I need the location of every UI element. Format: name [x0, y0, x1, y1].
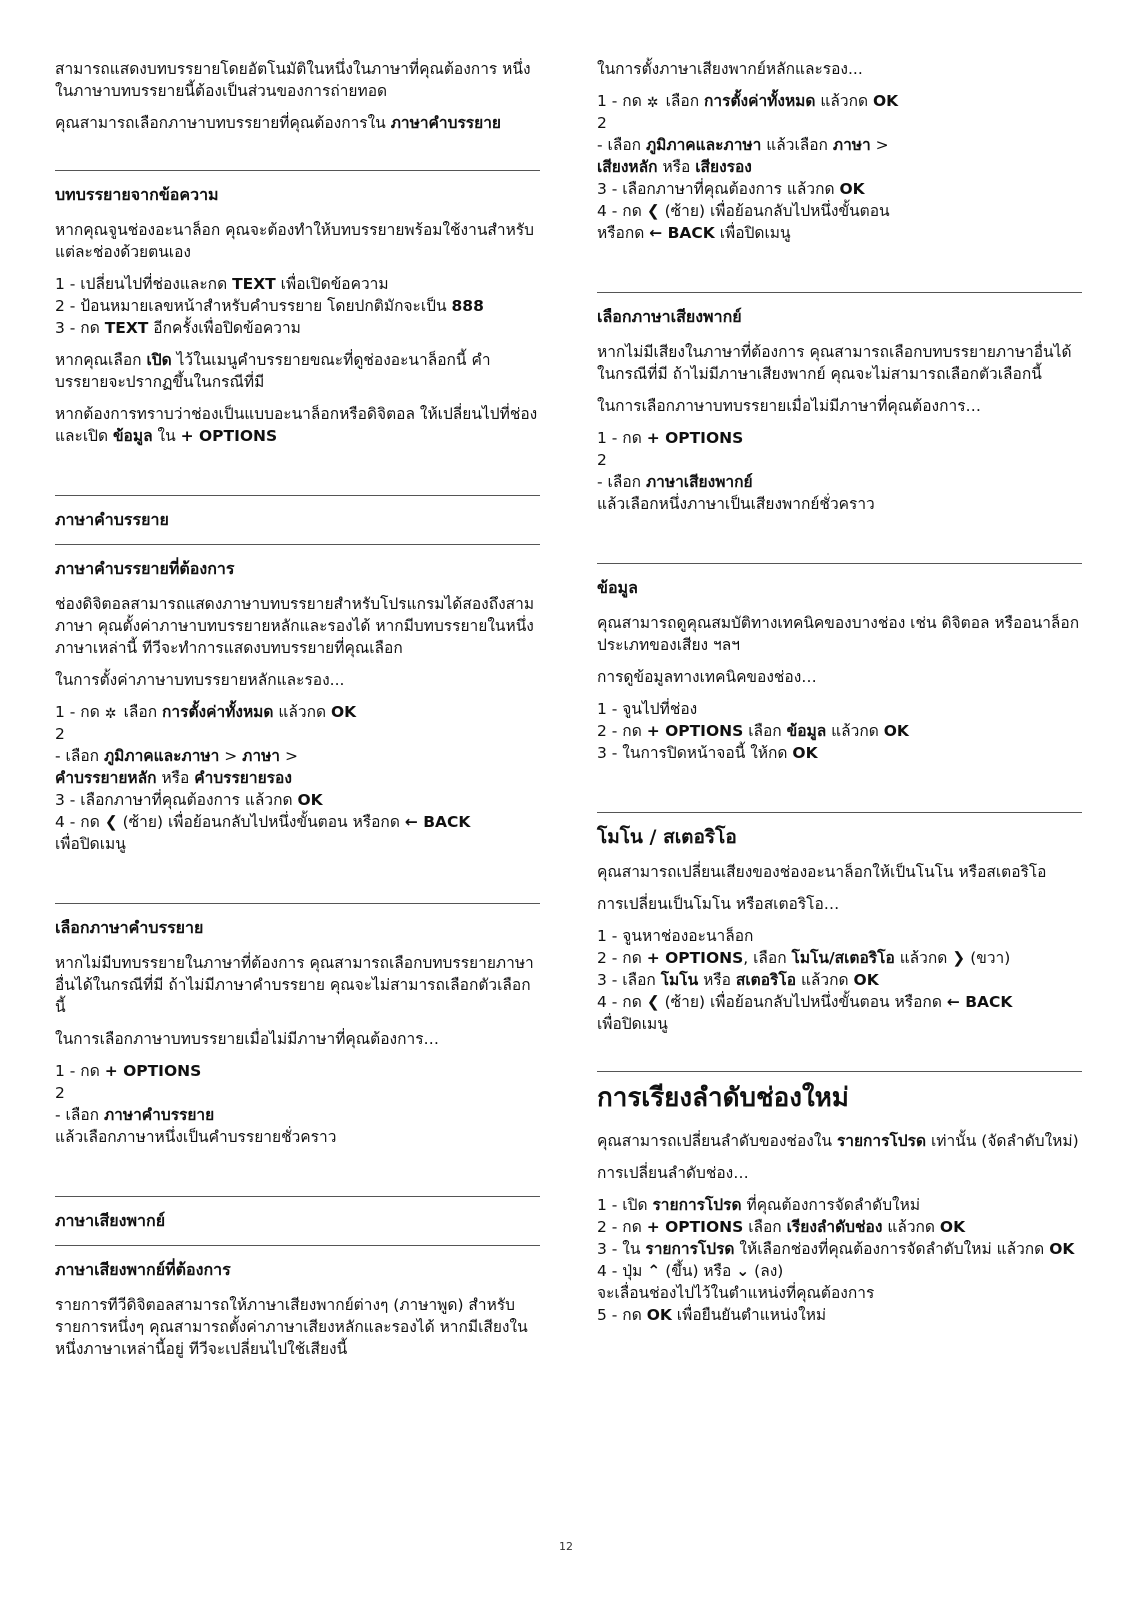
steps-list	[597, 925, 1082, 1035]
paragraph: ช่องดิจิตอลสามารถแสดงภาษาบทบรรยายสำหรับโปรแกรมได้สองถึงสามภาษา คุณตั้งค่าภาษาบทบรรยายหลักและรองได้ หากมีบทบรรยายในหนึ่งภาษาเหล่านี้ ทีวีจะทำการแสดงบทบรรยายที่คุณเลือก	[55, 595, 535, 657]
right-column	[597, 58, 1082, 1336]
paragraph: คุณสามารถเปลี่ยนลำดับของช่องใน รายการโปรด เท่านั้น (จัดลำดับใหม่)	[597, 1132, 1079, 1150]
section-title-subtitle-language: ภาษาคำบรรยาย	[55, 510, 169, 529]
section-divider	[55, 170, 540, 171]
paragraph: ในการตั้งภาษาเสียงพากย์หลักและรอง...	[597, 60, 863, 78]
step-1: 1 - กด + OPTIONS	[55, 1062, 202, 1080]
steps-list	[55, 701, 540, 855]
step-1: 1 - กด + OPTIONS	[597, 429, 744, 447]
step-4-cont: เพื่อปิดเมนู	[55, 835, 126, 853]
gear-icon: ✲	[104, 706, 117, 722]
step-2-num: 2	[597, 114, 607, 132]
step-2: - เลือก ภูมิภาคและภาษา แล้วเลือก ภาษา >	[597, 136, 889, 154]
step-1: 1 - กด ✲ เลือก การตั้งค่าทั้งหมด แล้วกด OK	[55, 703, 357, 722]
page-number: 12	[559, 1540, 573, 1553]
step-3: 3 - เลือกภาษาที่คุณต้องการ แล้วกด OK	[55, 791, 323, 809]
step-2-num: 2	[55, 1084, 65, 1102]
steps-list	[597, 1194, 1082, 1326]
chevron-left-icon: ❮	[646, 993, 660, 1011]
step-2-cont: แล้วเลือกหนึ่งภาษาเป็นเสียงพากย์ชั่วคราว	[597, 495, 875, 513]
paragraph: หากไม่มีบทบรรยายในภาษาที่ต้องการ คุณสามารถเลือกบทบรรยายภาษาอื่นได้ในกรณีที่มี ถ้าไม่มีภาษาคำบรรยาย คุณจะไม่สามารถเลือกตัวเลือกนี้	[55, 954, 534, 1016]
step-3: 3 - ในการปิดหน้าจอนี้ ให้กด OK	[597, 744, 818, 762]
section-divider	[597, 1071, 1082, 1072]
section-divider	[55, 1245, 540, 1246]
chevron-left-icon: ❮	[646, 202, 660, 220]
section-divider	[55, 544, 540, 545]
subsection-title-preferred-audio: ภาษาเสียงพากย์ที่ต้องการ	[55, 1260, 231, 1279]
steps-list	[55, 1060, 540, 1148]
subsection-title-preferred-subtitle: ภาษาคำบรรยายที่ต้องการ	[55, 559, 235, 578]
step-1: 1 - จูนไปที่ช่อง	[597, 700, 698, 718]
chevron-up-icon: ⌃	[647, 1262, 661, 1280]
section-divider	[55, 495, 540, 496]
paragraph: การเปลี่ยนลำดับช่อง…	[597, 1164, 749, 1182]
chevron-left-icon: ❮	[104, 813, 118, 831]
paragraph: หากคุณจูนช่องอะนาล็อก คุณจะต้องทำให้บทบรรยายพร้อมใช้งานสำหรับแต่ละช่องด้วยตนเอง	[55, 221, 534, 261]
section-title-mono-stereo: โมโน / สเตอริโอ	[597, 826, 737, 848]
paragraph: ในการเลือกภาษาบทบรรยายเมื่อไม่มีภาษาที่คุณต้องการ…	[55, 1030, 440, 1048]
section-divider	[597, 563, 1082, 564]
steps-list	[597, 698, 1082, 764]
steps-list	[597, 427, 1082, 515]
step-2-cont: เสียงหลัก หรือ เสียงรอง	[597, 158, 752, 176]
paragraph: ในการเลือกภาษาบทบรรยายเมื่อไม่มีภาษาที่คุณต้องการ…	[597, 397, 982, 415]
paragraph: ในการตั้งค่าภาษาบทบรรยายหลักและรอง...	[55, 671, 345, 689]
section-divider	[55, 903, 540, 904]
step-1: 1 - กด ✲ เลือก การตั้งค่าทั้งหมด แล้วกด OK	[597, 92, 899, 111]
subsection-title-select-audio: เลือกภาษาเสียงพากย์	[597, 307, 742, 326]
step-2-cont: แล้วเลือกภาษาหนึ่งเป็นคำบรรยายชั่วคราว	[55, 1128, 337, 1146]
paragraph: รายการทีวีดิจิตอลสามารถให้ภาษาเสียงพากย์ต่างๆ (ภาษาพูด) สำหรับรายการหนึ่งๆ คุณสามารถตั้งค่าภาษาเสียงหลักและรองได้ หากมีเสียงในหนึ่งภาษาเหล่านี้อยู่ ทีวีจะเปลี่ยนไปใช้เสียงนี้	[55, 1296, 528, 1358]
step-4: 4 - กด ❮ (ซ้าย) เพื่อย้อนกลับไปหนึ่งขั้นตอน หรือกด ← BACK	[55, 813, 471, 831]
steps-list	[597, 90, 1082, 244]
step-4: 4 - ปุ่ม ⌃ (ขึ้น) หรือ ⌄ (ลง)	[597, 1262, 784, 1280]
chevron-right-icon: ❯	[952, 949, 966, 967]
intro-paragraph-2: คุณสามารถเลือกภาษาบทบรรยายที่คุณต้องการใน ภาษาคำบรรยาย	[55, 114, 501, 132]
step-2: 2 - ป้อนหมายเลขหน้าสำหรับคำบรรยาย โดยปกติมักจะเป็น 888	[55, 297, 484, 315]
left-column	[55, 58, 540, 1370]
paragraph: การดูข้อมูลทางเทคนิคของช่อง…	[597, 668, 817, 686]
step-2: - เลือก ภาษาเสียงพากย์	[597, 473, 753, 491]
step-2-num: 2	[55, 725, 65, 743]
step-5: 5 - กด OK เพื่อยืนยันตำแหน่งใหม่	[597, 1306, 827, 1324]
step-4-cont: จะเลื่อนช่องไปไว้ในตำแหน่งที่คุณต้องการ	[597, 1284, 875, 1302]
chevron-down-icon: ⌄	[736, 1262, 750, 1280]
step-4-cont: เพื่อปิดเมนู	[597, 1015, 668, 1033]
step-3: 3 - เลือก โมโน หรือ สเตอริโอ แล้วกด OK	[597, 971, 879, 989]
step-3: 3 - ใน รายการโปรด ให้เลือกช่องที่คุณต้องการจัดลำดับใหม่ แล้วกด OK	[597, 1240, 1075, 1258]
paragraph: หากไม่มีเสียงในภาษาที่ต้องการ คุณสามารถเลือกบทบรรยายภาษาอื่นได้ในกรณีที่มี ถ้าไม่มีภาษาเสียงพากย์ คุณจะไม่สามารถเลือกตัวเลือกนี้	[597, 343, 1072, 383]
step-2: 2 - กด + OPTIONS, เลือก โมโน/สเตอริโอ แล้วกด ❯ (ขวา)	[597, 949, 1011, 967]
section-divider	[597, 292, 1082, 293]
paragraph: การเปลี่ยนเป็นโมโน หรือสเตอริโอ…	[597, 895, 840, 913]
chapter-title-reorder-channels: การเรียงลำดับช่องใหม่	[597, 1083, 849, 1113]
gear-icon: ✲	[646, 95, 659, 111]
section-title-audio-language: ภาษาเสียงพากย์	[55, 1211, 166, 1230]
steps-list	[55, 273, 540, 339]
step-2: - เลือก ภูมิภาคและภาษา > ภาษา >	[55, 747, 298, 765]
section-title-info: ข้อมูล	[597, 578, 638, 597]
subsection-title-select-subtitle: เลือกภาษาคำบรรยาย	[55, 918, 204, 937]
step-2-num: 2	[597, 451, 607, 469]
step-1: 1 - จูนหาช่องอะนาล็อก	[597, 927, 754, 945]
step-2-cont: คำบรรยายหลัก หรือ คำบรรยายรอง	[55, 769, 292, 787]
intro-paragraph: สามารถแสดงบทบรรยายโดยอัตโนมัติในหนึ่งในภาษาที่คุณต้องการ หนึ่งในภาษาบทบรรยายนี้ต้องเป็นส่วนของการถ่ายทอด	[55, 60, 531, 100]
step-2: 2 - กด + OPTIONS เลือก ข้อมูล แล้วกด OK	[597, 722, 909, 740]
step-2: - เลือก ภาษาคำบรรยาย	[55, 1106, 215, 1124]
step-3: 3 - กด TEXT อีกครั้งเพื่อปิดข้อความ	[55, 319, 301, 337]
step-1: 1 - เปลี่ยนไปที่ช่องและกด TEXT เพื่อเปิดข้อความ	[55, 275, 389, 293]
step-4: 4 - กด ❮ (ซ้าย) เพื่อย้อนกลับไปหนึ่งขั้นตอน หรือกด ← BACK	[597, 993, 1013, 1011]
section-divider	[55, 1196, 540, 1197]
paragraph: หากคุณเลือก เปิด ไว้ในเมนูคำบรรยายขณะที่ดูช่องอะนาล็อกนี้ คำบรรยายจะปรากฏขึ้นในกรณีที่มี	[55, 351, 491, 391]
paragraph: คุณสามารถดูคุณสมบัติทางเทคนิคของบางช่อง เช่น ดิจิตอล หรืออนาล็อก ประเภทของเสียง ฯลฯ	[597, 614, 1080, 654]
step-4-cont: หรือกด ← BACK เพื่อปิดเมนู	[597, 224, 791, 242]
paragraph: คุณสามารถเปลี่ยนเสียงของช่องอะนาล็อกให้เป็นโนโน หรือสเตอริโอ	[597, 863, 1047, 881]
section-divider	[597, 812, 1082, 813]
step-3: 3 - เลือกภาษาที่คุณต้องการ แล้วกด OK	[597, 180, 865, 198]
step-4: 4 - กด ❮ (ซ้าย) เพื่อย้อนกลับไปหนึ่งขั้นตอน	[597, 202, 890, 220]
step-2: 2 - กด + OPTIONS เลือก เรียงลำดับช่อง แล้วกด OK	[597, 1218, 966, 1236]
paragraph: หากต้องการทราบว่าช่องเป็นแบบอะนาล็อกหรือดิจิตอล ให้เปลี่ยนไปที่ช่องและเปิด ข้อมูล ใน + OPTIONS	[55, 405, 538, 445]
step-1: 1 - เปิด รายการโปรด ที่คุณต้องการจัดลำดับใหม่	[597, 1196, 921, 1214]
section-title-text-subtitles: บทบรรยายจากข้อความ	[55, 185, 219, 204]
